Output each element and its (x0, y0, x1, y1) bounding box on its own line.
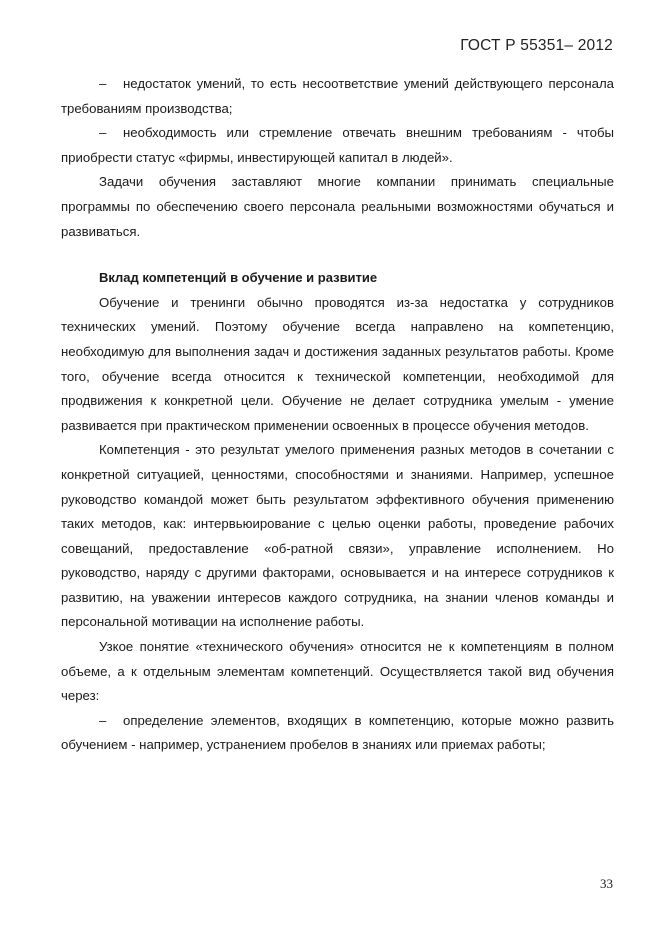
dash-marker: – (99, 125, 107, 141)
dash-marker: – (99, 712, 107, 728)
paragraph-text: Компетенция - это результат умелого применения разных методов в сочетании с конкретной ситуацией, ценностями, способностями и знаниями. Например, успешное руководство командой может быть результатом эффективного обучения применению таких методов, как: интервьюирование с целью оценки работы, проведение рабочих совещаний, предоставление «об-ратной связи», управление исполнением. Но руководство, наряду с другими факторами, основывается и на интересе сотрудников к развитию, на уважении интересов каждого сотрудника, на знании членов команды и персональной мотивации на исполнение работы. (61, 442, 614, 630)
paragraph-text: Задачи обучения заставляют многие компании принимать специальные программы по обеспечению своего персонала реальными возможностями обучаться и развиваться. (61, 174, 614, 239)
document-code-header: ГОСТ Р 55351– 2012 (460, 37, 613, 54)
paragraph (61, 438, 614, 635)
paragraph-text: недостаток умений, то есть несоответствие умений действующего персонала требованиям производства; (61, 76, 614, 116)
section-heading: Вклад компетенций в обучение и развитие (99, 270, 378, 286)
paragraph-text: необходимость или стремление отвечать внешним требованиям - чтобы приобрести статус «фирмы, инвестирующей капитал в людей». (61, 125, 614, 165)
paragraph-text: Узкое понятие «технического обучения» относится не к компетенциям в полном объеме, а к отдельным элементам компетенций. Осуществляется такой вид обучения через: (61, 639, 614, 704)
page-body (61, 72, 614, 758)
paragraph (61, 291, 614, 439)
paragraph-text: определение элементов, входящих в компетенцию, которые можно развить обучением - например, устранением пробелов в знаниях или приемах работы; (61, 712, 614, 753)
list-item (61, 121, 614, 170)
paragraph-text: Обучение и тренинги обычно проводятся из-за недостатка у сотрудников технических умений. Поэтому обучение всегда направлено на компетенцию, необходимую для выполнения задач и достижения заданных результатов работы. Кроме того, обучение всегда относится к технической компетенции, необходимой для продвижения к конкретной цели. Обучение не делает сотрудника умелым - умение развивается при практическом применении освоенных в процессе обучения методов. (61, 294, 614, 433)
list-item (61, 72, 614, 121)
list-item (61, 709, 614, 758)
page-number: 33 (600, 876, 613, 891)
dash-marker: – (99, 76, 107, 91)
paragraph (61, 170, 614, 244)
paragraph (61, 635, 614, 709)
